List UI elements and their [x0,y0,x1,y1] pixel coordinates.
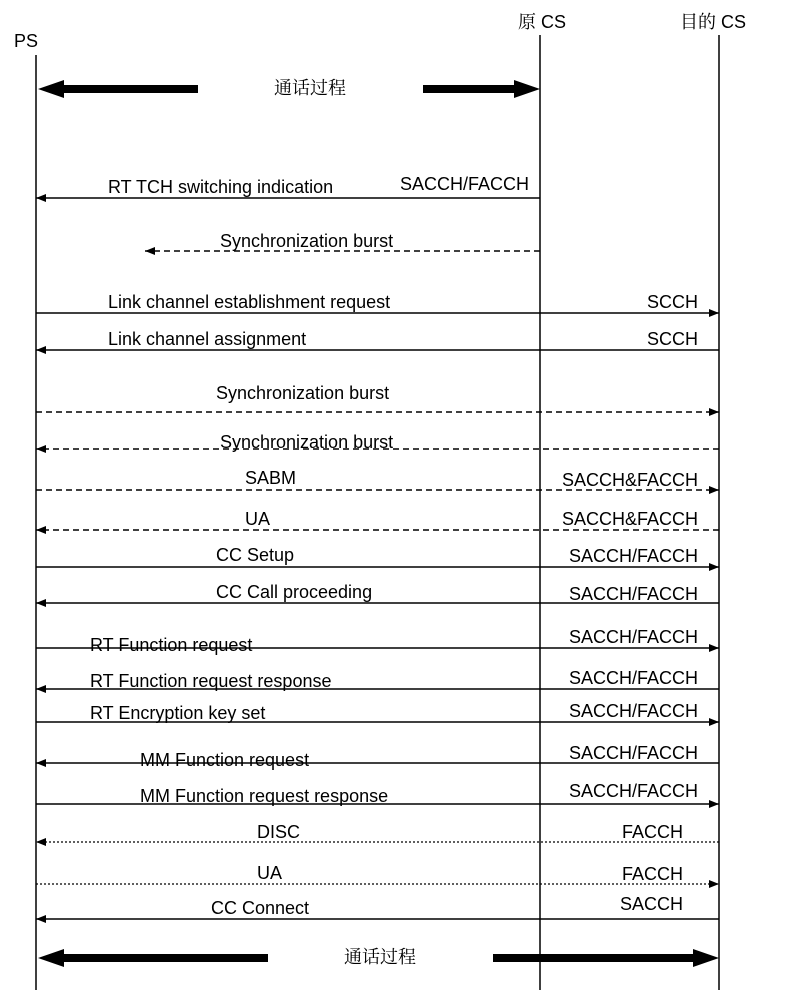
message-label: Link channel assignment [108,329,307,349]
call-phase-top [38,78,540,98]
message-sabm [36,468,719,490]
message-mm-function-request-response [36,781,719,806]
message-label: RT Function request [90,635,253,655]
channel-label: SACCH/FACCH [400,174,530,194]
message-ua-1 [36,509,719,530]
channel-label: SACCH/FACCH [569,546,699,566]
message-cc-call-proceeding [36,582,719,604]
call-phase-arrow-left [38,80,198,98]
message-link-channel-assignment [36,329,719,350]
message-rt-function-request-response [36,668,719,691]
message-label: Synchronization burst [220,231,394,251]
message-label: CC Connect [211,898,310,918]
message-label: UA [245,509,271,529]
message-label: CC Setup [216,545,295,565]
channel-label: SACCH/FACCH [569,627,699,647]
message-label: RT TCH switching indication [108,177,334,197]
channel-label: SACCH/FACCH [569,701,699,721]
message-rt-tch-switching-indication [36,174,540,198]
call-phase-arrow-right [493,949,719,967]
message-label: Synchronization burst [220,432,394,452]
channel-label: SACCH/FACCH [569,668,699,688]
message-label: Link channel establishment request [108,292,391,312]
call-phase-label: 通话过程 [344,947,416,967]
channel-label: SCCH [647,292,699,312]
call-phase-arrow-left [38,949,268,967]
message-label: MM Function request response [140,786,389,806]
message-mm-function-request [36,743,719,770]
call-phase-arrow-right [423,80,540,98]
participant-ps-label: PS [14,31,39,51]
message-disc [36,822,719,842]
message-rt-encryption-key-set [36,701,719,723]
channel-label: SACCH&FACCH [562,470,699,490]
channel-label: SACCH/FACCH [569,743,699,763]
channel-label: SCCH [647,329,699,349]
message-label: SABM [245,468,297,488]
message-label: RT Encryption key set [90,703,266,723]
message-synchronization-burst-1 [145,231,540,251]
message-label: DISC [257,822,301,842]
channel-label: SACCH/FACCH [569,781,699,801]
message-cc-setup [36,545,719,567]
message-label: CC Call proceeding [216,582,373,602]
message-synchronization-burst-2 [36,383,719,412]
participant-source-cs-label: 原 CS [518,12,567,32]
participant-target-cs-label: 目的 CS [680,12,747,32]
channel-label: FACCH [622,864,684,884]
channel-label: FACCH [622,822,684,842]
message-ua-2 [36,863,719,884]
call-phase-bottom [38,947,719,967]
message-label: UA [257,863,283,883]
call-phase-label: 通话过程 [274,78,346,98]
message-synchronization-burst-3 [36,432,719,452]
message-label: MM Function request [140,750,310,770]
message-link-channel-establishment-request [36,292,719,313]
message-cc-connect [36,894,719,919]
channel-label: SACCH [620,894,684,914]
channel-label: SACCH&FACCH [562,509,699,529]
channel-label: SACCH/FACCH [569,584,699,604]
message-label: Synchronization burst [216,383,390,403]
message-rt-function-request [36,627,719,655]
message-label: RT Function request response [90,671,332,691]
